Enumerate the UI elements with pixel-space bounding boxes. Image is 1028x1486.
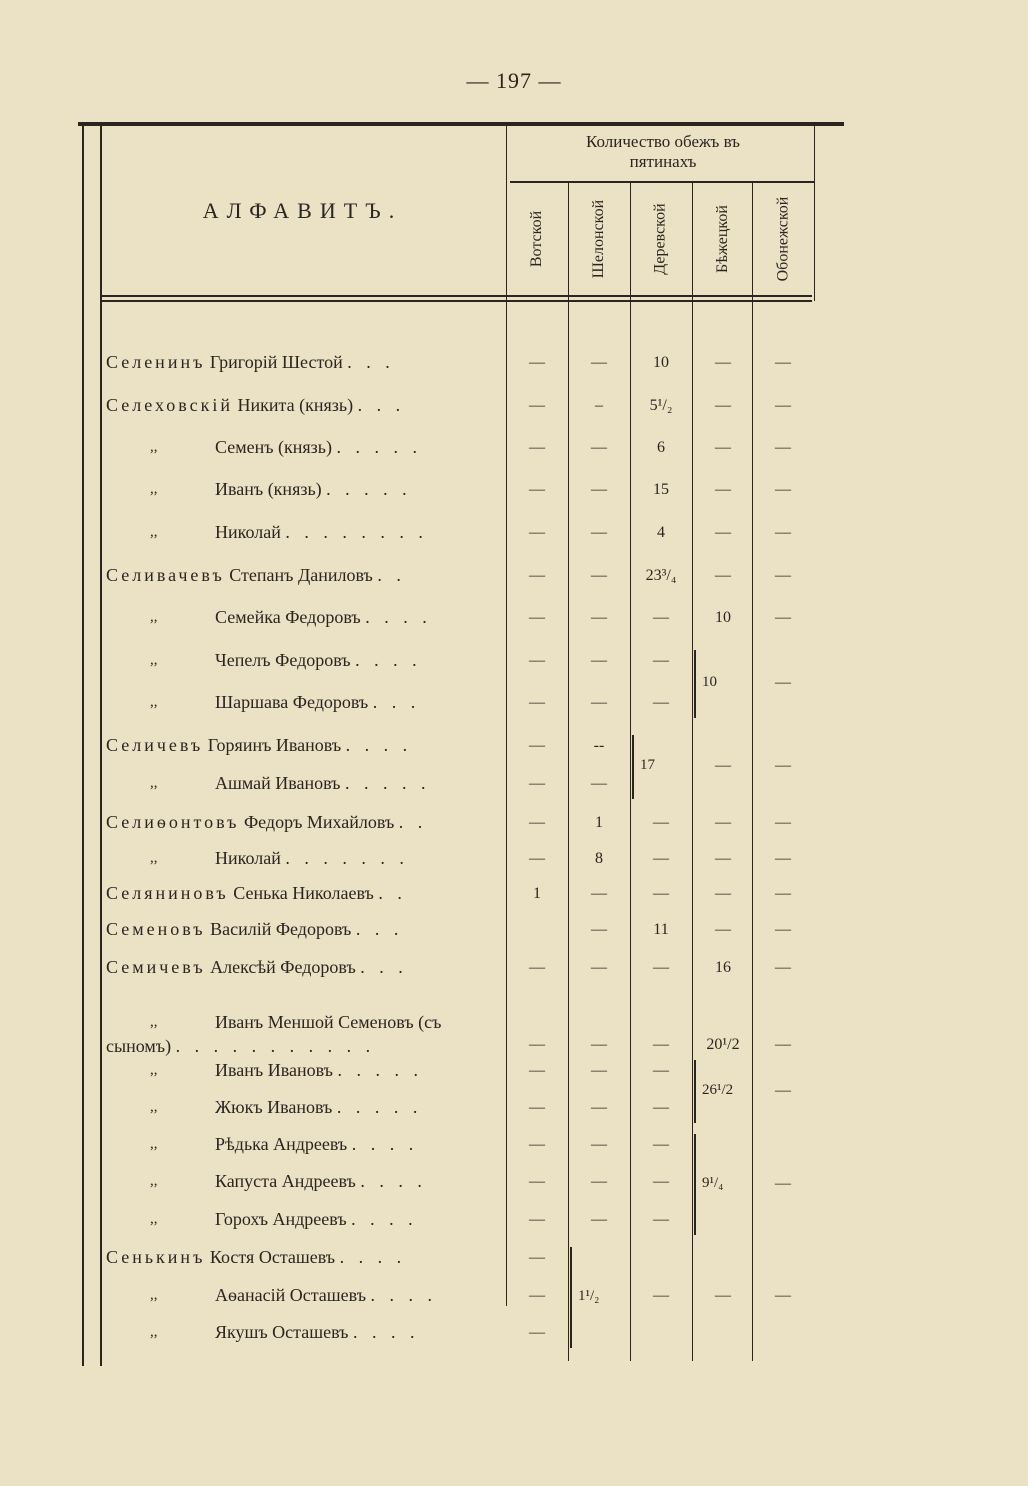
entry-name	[215, 522, 428, 543]
brace-group	[694, 1060, 734, 1123]
entry-name	[106, 395, 405, 416]
entry-surname: Селичевъ	[106, 735, 204, 755]
leader-dots: . . . . .	[336, 437, 422, 457]
table-cell: —	[653, 959, 669, 976]
ditto-mark: ,,	[150, 850, 158, 866]
entry-surname: Селенинъ	[106, 352, 206, 372]
leader-dots: . . . .	[365, 607, 432, 627]
entry-given-name: Капуста Андреевъ	[215, 1171, 356, 1191]
entry-given-name: Горяинъ Ивановъ	[207, 735, 342, 755]
table-cell: —	[529, 1249, 545, 1266]
leader-dots: . . . .	[352, 1322, 420, 1342]
entry-given-name: Василій Федоровъ	[210, 919, 352, 939]
entry-name	[215, 1285, 437, 1306]
entry-given-name: Федоръ Михайловъ	[243, 812, 395, 832]
table-cell: —	[653, 814, 669, 831]
table-cell: —	[775, 674, 791, 691]
table-cell: —	[529, 567, 545, 584]
leader-dots: . . .	[357, 395, 406, 415]
ditto-mark: ,,	[150, 775, 158, 791]
brace-label: 1¹/₂	[578, 1287, 600, 1304]
brace-label: 9¹/₄	[702, 1174, 724, 1191]
table-cell: —	[775, 757, 791, 774]
table-cell: —	[591, 1099, 607, 1116]
table-cell: —	[529, 439, 545, 456]
table-cell: —	[529, 1211, 545, 1228]
table-cell: —	[653, 1173, 669, 1190]
ditto-mark: ,,	[150, 481, 158, 497]
entry-given-name-continuation: сыномъ)	[106, 1036, 176, 1056]
table-cell: 23³/₄	[645, 567, 677, 584]
table-cell: 1	[533, 885, 541, 902]
entry-given-name: Семейка Федоровъ	[215, 607, 361, 627]
entry-name	[215, 1209, 418, 1230]
entry-surname: Селяниновъ	[106, 883, 229, 903]
entry-name	[106, 735, 412, 756]
leader-dots: . . . .	[351, 1134, 419, 1154]
table-cell: —	[775, 921, 791, 938]
leader-dots: . . .	[355, 919, 404, 939]
table-cell: —	[653, 885, 669, 902]
table-cell: —	[775, 1081, 791, 1099]
table-cell: —	[529, 652, 545, 669]
entry-given-name: Аѳанасій Осташевъ	[215, 1285, 367, 1305]
ditto-mark: ,,	[150, 652, 158, 668]
header-rule-lower	[100, 300, 812, 302]
table-cell: —	[715, 814, 731, 831]
table-cell: 10	[653, 354, 669, 371]
entry-name	[215, 1134, 418, 1155]
table-cell: —	[653, 1287, 669, 1304]
brace-group	[632, 735, 655, 799]
table-cell: —	[529, 1036, 545, 1053]
column-group-heading-line-1: Количество обежъ въ	[586, 132, 740, 151]
entry-surname: Селивачевъ	[106, 565, 225, 585]
table-cell: —	[529, 694, 545, 711]
brace-group	[570, 1247, 600, 1348]
table-cell: —	[591, 567, 607, 584]
brace-label: 10	[702, 674, 717, 690]
table-cell: –	[595, 397, 603, 414]
table-cell: —	[591, 1062, 607, 1079]
table-cell: —	[529, 354, 545, 371]
entry-name	[215, 437, 422, 458]
leader-dots: . . . . . . . . . . .	[175, 1036, 376, 1056]
table-cell: 20¹/2	[706, 1036, 740, 1053]
table-cell: —	[775, 814, 791, 831]
table-cell: —	[653, 1099, 669, 1116]
table-cell: —	[715, 439, 731, 456]
entry-given-name: Семенъ (князь)	[215, 437, 332, 457]
entry-given-name: Иванъ (князь)	[215, 479, 322, 499]
leader-dots: . . .	[347, 352, 395, 372]
entry-name	[215, 1012, 441, 1033]
entry-given-name: Никита (князь)	[237, 395, 354, 415]
table-cell: —	[591, 481, 607, 498]
column-header	[630, 182, 692, 296]
table-cell: —	[715, 354, 731, 371]
entry-given-name: Ашмай Ивановъ	[215, 773, 341, 793]
table-cell: —	[591, 775, 607, 792]
entry-given-name: Сенька Николаевъ	[233, 883, 374, 903]
column-group-heading	[510, 132, 816, 172]
entry-given-name: Николай	[215, 848, 281, 868]
entry-name	[106, 352, 395, 373]
column-header	[568, 182, 630, 296]
table-cell: —	[591, 1173, 607, 1190]
leader-dots: . . . .	[351, 1209, 418, 1229]
alphabet-heading: АЛФАВИТЪ.	[202, 198, 403, 223]
entry-name	[215, 1171, 427, 1192]
entry-given-name: Алексѣй Федоровъ	[210, 957, 356, 977]
ditto-mark: ,,	[150, 609, 158, 625]
leader-dots: . . . . .	[337, 1060, 423, 1080]
top-rule	[78, 122, 844, 126]
table-cell: —	[591, 1136, 607, 1153]
ditto-mark: ,,	[150, 524, 158, 540]
leader-dots: . . . .	[355, 650, 422, 670]
column-header	[692, 182, 754, 296]
table-cell: —	[775, 1036, 791, 1053]
table-cell: 4	[657, 524, 665, 541]
column-header	[506, 182, 568, 296]
entry-given-name: Иванъ Меншой Семеновъ (съ	[215, 1012, 442, 1032]
table-cell: —	[529, 1062, 545, 1079]
table-cell: —	[653, 1036, 669, 1053]
entry-given-name: Шаршава Федоровъ	[215, 692, 369, 712]
entry-name	[215, 1322, 419, 1343]
table-cell: —	[591, 652, 607, 669]
entry-name-continuation	[106, 1036, 375, 1057]
table-cell: —	[591, 959, 607, 976]
table-cell: —	[775, 1287, 791, 1304]
table-cell: —	[591, 921, 607, 938]
table-cell: —	[591, 1036, 607, 1053]
entry-given-name: Николай	[215, 522, 281, 542]
entry-given-name: Степанъ Даниловъ	[229, 565, 373, 585]
table-cell: —	[653, 609, 669, 626]
table-cell: —	[715, 885, 731, 902]
column-group-heading-line-2: пятинахъ	[629, 152, 697, 171]
table-cell: —	[591, 1211, 607, 1228]
table-cell: —	[529, 959, 545, 976]
table-cell: —	[529, 775, 545, 792]
ditto-mark: ,,	[150, 1014, 158, 1030]
brace-bar	[694, 1134, 696, 1235]
table-cell: —	[653, 694, 669, 711]
table-cell: —	[529, 1099, 545, 1116]
table-cell: —	[653, 850, 669, 867]
table-cell: 15	[653, 481, 669, 498]
table-cell: —	[775, 397, 791, 414]
ditto-mark: ,,	[150, 1287, 158, 1303]
table-cell: —	[715, 481, 731, 498]
table-cell: —	[653, 652, 669, 669]
table-cell: —	[529, 737, 545, 754]
entry-name	[215, 479, 412, 500]
ditto-mark: ,,	[150, 1099, 158, 1115]
table-cell: —	[529, 1136, 545, 1153]
leader-dots: . . . .	[339, 1247, 407, 1267]
table-cell: —	[775, 959, 791, 976]
entry-name	[215, 1060, 423, 1081]
entry-surname: Селиѳонтовъ	[106, 812, 240, 832]
entry-surname: Семеновъ	[106, 919, 206, 939]
table-cell: —	[591, 609, 607, 626]
leader-dots: . . . . .	[326, 479, 412, 499]
entry-given-name: Костя Осташевъ	[209, 1247, 336, 1267]
table-cell: —	[653, 1136, 669, 1153]
entry-surname: Селеховскій	[106, 395, 234, 415]
entry-name	[106, 565, 406, 586]
table-cell: —	[653, 1062, 669, 1079]
table-cell: —	[715, 757, 731, 774]
table-cell: —	[591, 694, 607, 711]
table-cell: 8	[595, 850, 603, 867]
ditto-mark: ,,	[150, 1062, 158, 1078]
entry-name	[215, 607, 432, 628]
entry-name	[106, 1247, 406, 1268]
table-cell: —	[591, 885, 607, 902]
ditto-mark: ,,	[150, 1324, 158, 1340]
table-cell: —	[715, 524, 731, 541]
table-cell: 16	[715, 959, 731, 976]
entry-given-name: Чепелъ Федоровъ	[215, 650, 351, 670]
column-header-label: Вотской	[528, 210, 545, 268]
brace-bar	[694, 1060, 696, 1123]
table-cell: —	[775, 524, 791, 541]
leader-dots: . . . . .	[336, 1097, 423, 1117]
table-cell: —	[775, 850, 791, 867]
ditto-mark: ,,	[150, 1173, 158, 1189]
column-header-label: Бѣжецкой	[714, 205, 731, 273]
leader-dots: . . . . . . . .	[285, 522, 428, 542]
entry-given-name: Иванъ Ивановъ	[215, 1060, 333, 1080]
table-cell: —	[591, 354, 607, 371]
entry-name	[215, 650, 422, 671]
entry-surname: Семичевъ	[106, 957, 206, 977]
column-header-label: Шелонской	[590, 199, 608, 279]
table-cell: 1	[595, 814, 603, 831]
table-cell: 5¹/₂	[649, 397, 673, 414]
table-cell: —	[529, 524, 545, 541]
table-cell: —	[715, 850, 731, 867]
brace-group	[694, 1134, 724, 1235]
table-cell: —	[529, 481, 545, 498]
column-header-label: Обонежской	[774, 196, 791, 282]
entry-given-name: Григорій Шестой	[209, 352, 343, 372]
entry-given-name: Якушъ Осташевъ	[215, 1322, 349, 1342]
entry-given-name: Горохъ Андреевъ	[215, 1209, 347, 1229]
entry-name	[215, 773, 431, 794]
entry-surname: Сенькинъ	[106, 1247, 206, 1267]
column-separator	[506, 126, 507, 1306]
entry-given-name: Рѣдька Андреевъ	[215, 1134, 348, 1154]
leader-dots: . . .	[372, 692, 421, 712]
table-cell: —	[775, 1174, 791, 1192]
page-number: — 197 —	[466, 68, 562, 93]
leader-dots: . .	[377, 565, 406, 585]
ditto-mark: ,,	[150, 1136, 158, 1152]
table-cell: —	[715, 921, 731, 938]
table-cell: —	[715, 567, 731, 584]
brace-label: 17	[640, 757, 655, 773]
left-border	[100, 126, 102, 1366]
table-cell: —	[591, 524, 607, 541]
table-cell: —	[529, 850, 545, 867]
leader-dots: . .	[398, 812, 428, 832]
table-cell: —	[775, 567, 791, 584]
table-cell: —	[775, 885, 791, 902]
ditto-mark: ,,	[150, 1211, 158, 1227]
entry-name	[106, 957, 408, 978]
brace-bar	[632, 735, 634, 799]
table-cell: 11	[653, 921, 669, 938]
brace-bar	[570, 1247, 572, 1348]
entry-name	[106, 883, 407, 904]
table-cell: 6	[657, 439, 665, 456]
brace-bar	[694, 650, 696, 718]
leader-dots: . . . .	[345, 735, 413, 755]
table-cell: —	[529, 609, 545, 626]
table-cell: 10	[715, 609, 731, 626]
entry-given-name: Жюкъ Ивановъ	[215, 1097, 333, 1117]
ditto-mark: ,,	[150, 694, 158, 710]
entry-name	[106, 919, 403, 940]
table-cell: —	[529, 1287, 545, 1304]
leader-dots: . . . .	[360, 1171, 427, 1191]
column-header-label: Деревской	[652, 203, 669, 275]
ditto-mark: ,,	[150, 439, 158, 455]
table-cell: —	[529, 397, 545, 414]
brace-label: 26¹/2	[702, 1081, 734, 1098]
leader-dots: . .	[378, 883, 407, 903]
entry-name	[215, 692, 420, 713]
table-cell: —	[775, 609, 791, 626]
table-cell: —	[529, 814, 545, 831]
table-cell: --	[593, 737, 605, 754]
table-cell: —	[653, 1211, 669, 1228]
leader-dots: . . . .	[370, 1285, 438, 1305]
table-cell: —	[591, 439, 607, 456]
left-border-outer	[82, 126, 84, 1366]
brace-group	[694, 650, 717, 718]
leader-dots: . . . . . . .	[285, 848, 409, 868]
entry-name	[106, 812, 427, 833]
entry-name	[215, 848, 409, 869]
leader-dots: . . . . .	[345, 773, 431, 793]
table-cell: —	[775, 354, 791, 371]
table-cell: —	[529, 1173, 545, 1190]
column-header	[752, 182, 814, 296]
table-cell: —	[775, 481, 791, 498]
entry-name	[215, 1097, 422, 1118]
table-cell: —	[715, 397, 731, 414]
table-cell: —	[715, 1287, 731, 1304]
table-cell: —	[529, 1324, 545, 1341]
leader-dots: . . .	[360, 957, 408, 977]
table-cell: —	[775, 439, 791, 456]
